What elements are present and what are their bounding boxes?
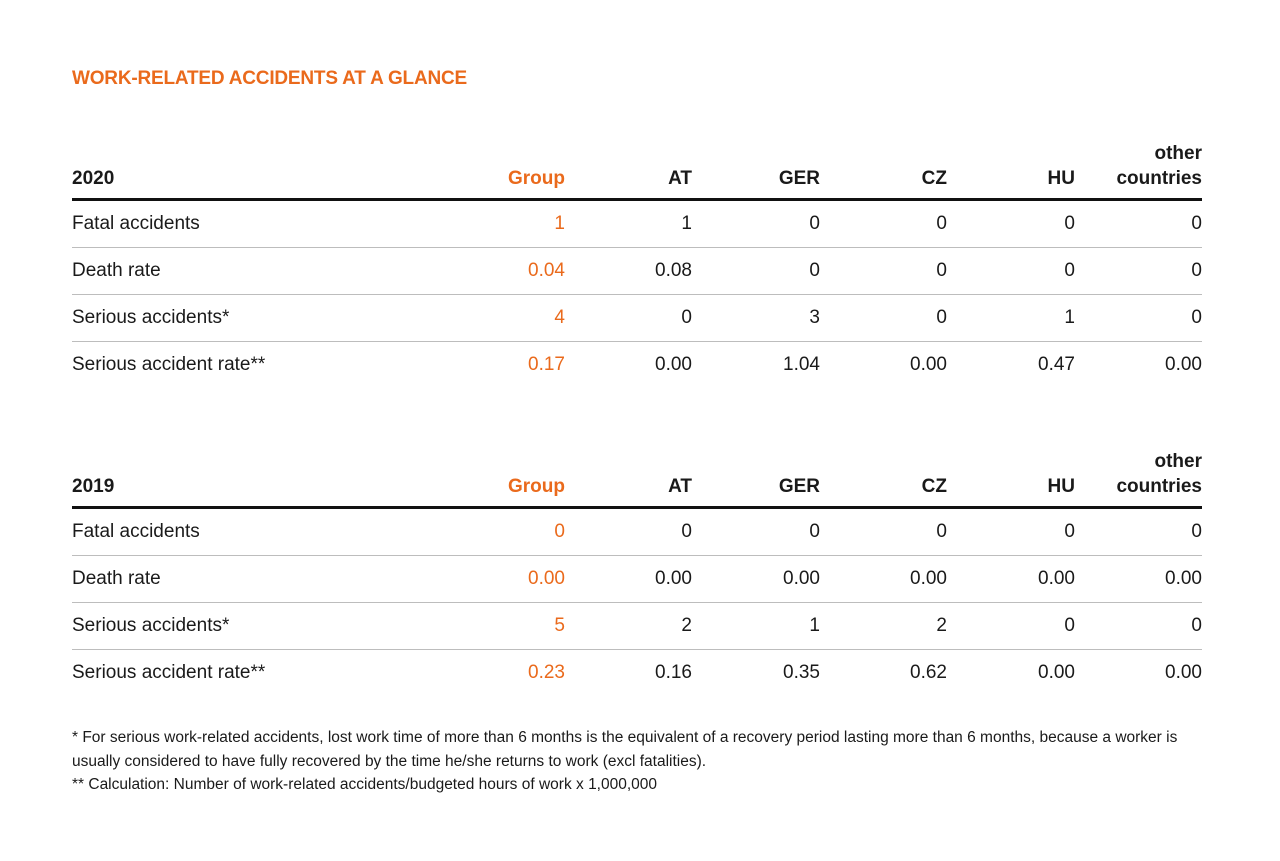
cell-other: 0 <box>1191 615 1202 636</box>
col-other-line2: countries <box>1116 168 1202 189</box>
cell-at: 1 <box>681 213 692 234</box>
cell-hu: 0.47 <box>1038 354 1075 375</box>
col-other-countries <box>1082 449 1202 499</box>
cell-group: 5 <box>554 615 565 636</box>
cell-ger: 1.04 <box>783 354 820 375</box>
table-2020 <box>72 140 1202 388</box>
cell-ger: 1 <box>809 615 820 636</box>
col-cz: CZ <box>921 168 947 189</box>
col-at: AT <box>668 168 692 189</box>
row-label: Serious accident rate** <box>72 662 266 683</box>
year-label: 2020 <box>72 168 115 189</box>
table-2019 <box>72 448 1202 696</box>
table-row <box>72 509 1202 556</box>
row-label: Serious accidents* <box>72 615 230 636</box>
cell-at: 0.16 <box>655 662 692 683</box>
cell-ger: 0.35 <box>783 662 820 683</box>
col-at: AT <box>668 476 692 497</box>
col-other-line1: other <box>1154 143 1202 164</box>
table-row <box>72 201 1202 248</box>
cell-cz: 0 <box>936 307 947 328</box>
cell-ger: 0 <box>809 521 820 542</box>
cell-hu: 0 <box>1064 521 1075 542</box>
table-header <box>72 140 1202 201</box>
cell-other: 0 <box>1191 260 1202 281</box>
cell-ger: 0.00 <box>783 568 820 589</box>
cell-cz: 2 <box>936 615 947 636</box>
cell-hu: 0 <box>1064 615 1075 636</box>
col-other-line1: other <box>1154 451 1202 472</box>
col-hu: HU <box>1047 476 1075 497</box>
cell-other: 0.00 <box>1165 662 1202 683</box>
col-group: Group <box>508 168 565 189</box>
table-header <box>72 448 1202 509</box>
cell-cz: 0.00 <box>910 354 947 375</box>
cell-cz: 0.62 <box>910 662 947 683</box>
col-hu: HU <box>1047 168 1075 189</box>
footnote-serious: * For serious work-related accidents, lost work time of more than 6 months is the equivalent of a recovery period lasting more than 6 months, because a worker is usually considered to have fully recovered by the time he/she returns to work (excl fatalities). <box>72 729 1178 770</box>
cell-cz: 0 <box>936 521 947 542</box>
cell-hu: 0 <box>1064 260 1075 281</box>
page-title: WORK-RELATED ACCIDENTS AT A GLANCE <box>72 68 467 89</box>
cell-group: 0 <box>554 521 565 542</box>
cell-at: 2 <box>681 615 692 636</box>
row-label: Death rate <box>72 260 161 281</box>
footnotes <box>72 726 1192 797</box>
cell-ger: 3 <box>809 307 820 328</box>
year-label: 2019 <box>72 476 115 497</box>
row-label: Fatal accidents <box>72 521 200 542</box>
table-row <box>72 295 1202 342</box>
cell-at: 0.08 <box>655 260 692 281</box>
cell-hu: 0.00 <box>1038 662 1075 683</box>
cell-group: 4 <box>554 307 565 328</box>
cell-group: 0.17 <box>528 354 565 375</box>
cell-group: 0.00 <box>528 568 565 589</box>
cell-at: 0 <box>681 307 692 328</box>
cell-other: 0.00 <box>1165 568 1202 589</box>
col-cz: CZ <box>921 476 947 497</box>
col-ger: GER <box>778 476 820 497</box>
cell-other: 0 <box>1191 521 1202 542</box>
row-label: Death rate <box>72 568 161 589</box>
cell-group: 1 <box>554 213 565 234</box>
table-row <box>72 556 1202 603</box>
cell-cz: 0 <box>936 213 947 234</box>
cell-other: 0.00 <box>1165 354 1202 375</box>
cell-ger: 0 <box>809 213 820 234</box>
cell-hu: 0 <box>1064 213 1075 234</box>
col-other-line2: countries <box>1116 476 1202 497</box>
row-label: Fatal accidents <box>72 213 200 234</box>
col-ger: GER <box>778 168 820 189</box>
cell-group: 0.04 <box>528 260 565 281</box>
table-row <box>72 650 1202 696</box>
cell-hu: 0.00 <box>1038 568 1075 589</box>
table-row <box>72 342 1202 388</box>
cell-other: 0 <box>1191 307 1202 328</box>
cell-ger: 0 <box>809 260 820 281</box>
cell-group: 0.23 <box>528 662 565 683</box>
cell-at: 0.00 <box>655 354 692 375</box>
table-row <box>72 603 1202 650</box>
cell-other: 0 <box>1191 213 1202 234</box>
cell-cz: 0 <box>936 260 947 281</box>
cell-hu: 1 <box>1064 307 1075 328</box>
col-other-countries <box>1082 141 1202 191</box>
row-label: Serious accidents* <box>72 307 230 328</box>
cell-cz: 0.00 <box>910 568 947 589</box>
footnote-calculation: ** Calculation: Number of work-related accidents/budgeted hours of work x 1,000,000 <box>72 776 658 793</box>
row-label: Serious accident rate** <box>72 354 266 375</box>
col-group: Group <box>508 476 565 497</box>
table-row <box>72 248 1202 295</box>
cell-at: 0.00 <box>655 568 692 589</box>
cell-at: 0 <box>681 521 692 542</box>
